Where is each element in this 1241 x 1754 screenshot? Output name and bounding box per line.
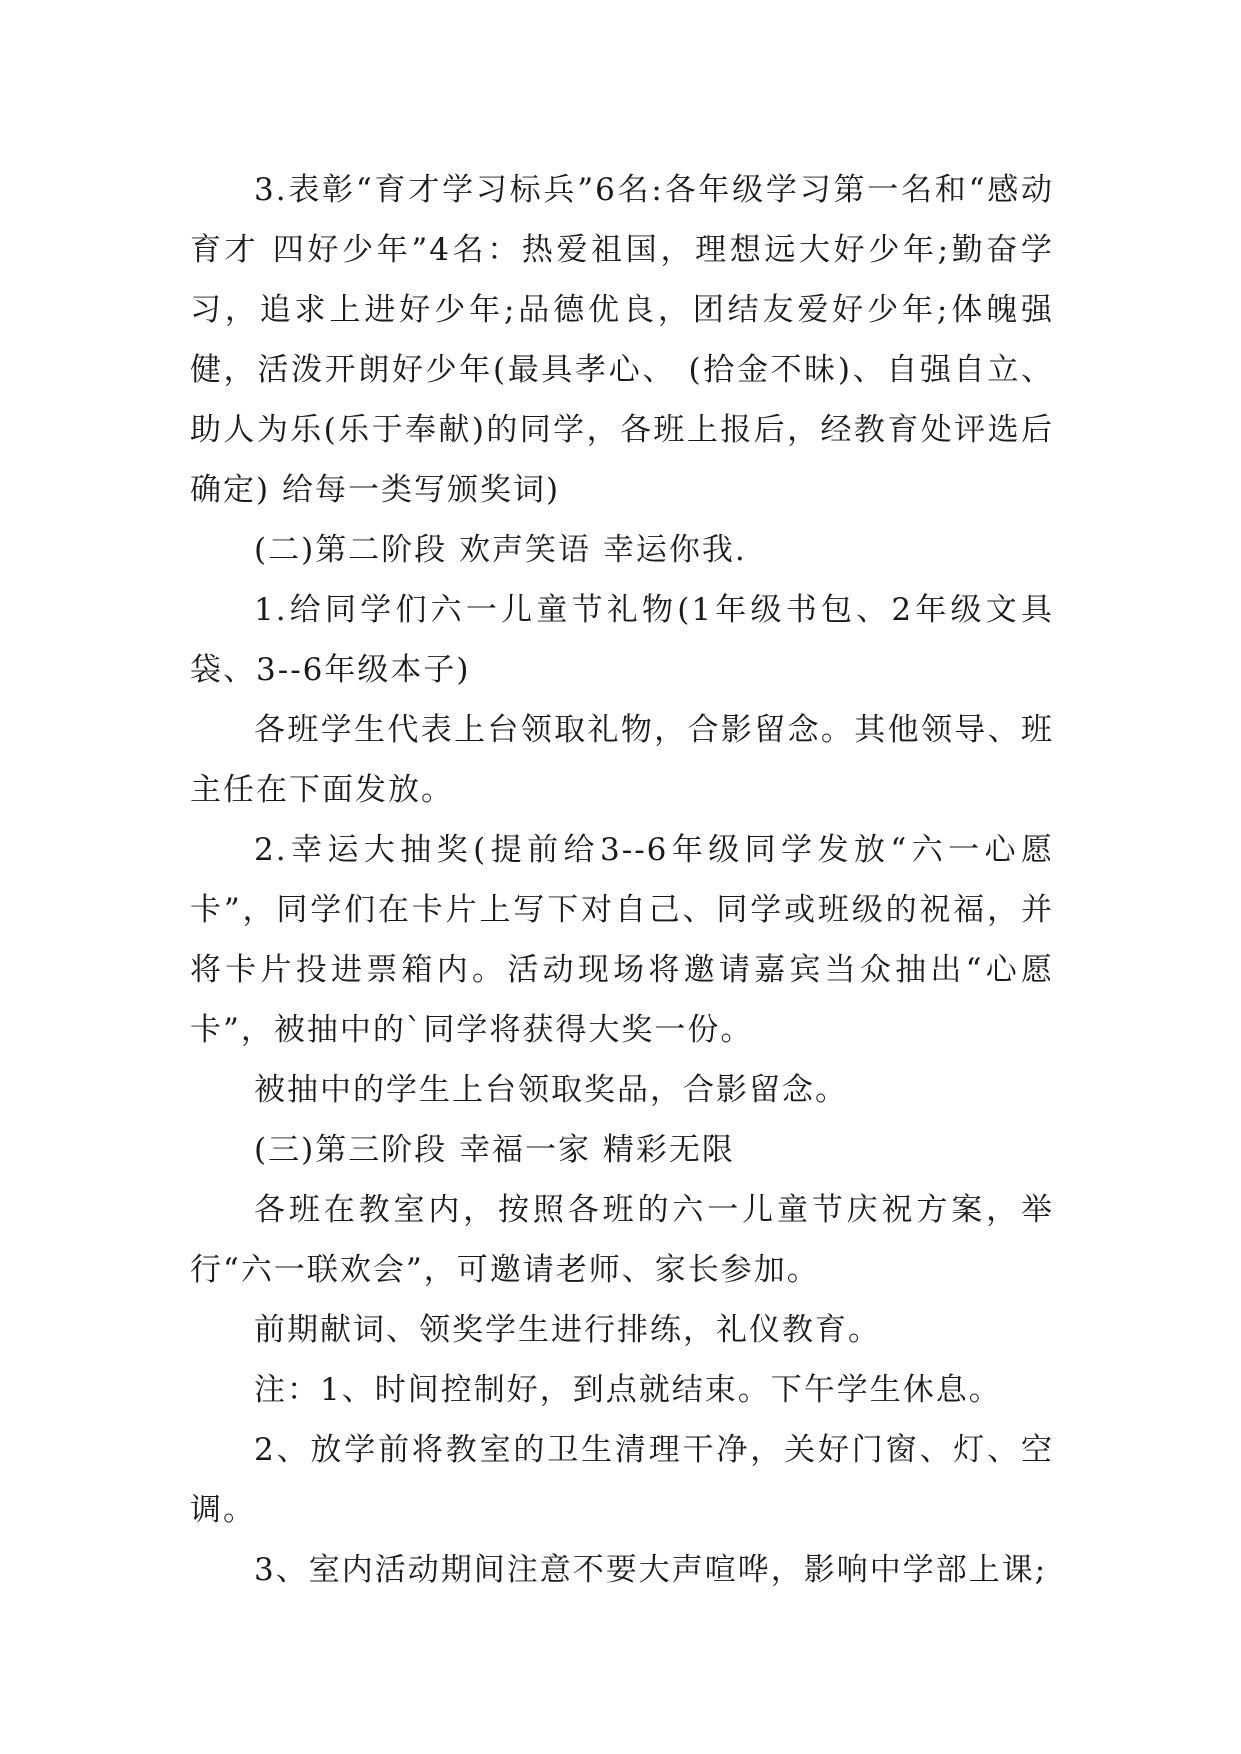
paragraph-award-commendation: 3.表彰“育才学习标兵”6名:各年级学习第一名和“感动育才 四好少年”4名：热爱祖国，理想远大好少年;勤奋学习，追求上进好少年;品德优良，团结友爱好少年;体魄强健，活泼开朗好少年(最具孝心、 (拾金不昧)、自强自立、助人为乐(乐于奉献)的同学，各班上报后，经教育处评选后确定) 给每一类写颁奖词) xyxy=(190,172,1054,508)
paragraph-note-two: 2、放学前将教室的卫生清理干净，关好门窗、灯、空调。 xyxy=(190,1432,1054,1528)
paragraph-stage-two-heading: (二)第二阶段 欢声笑语 幸运你我. xyxy=(254,532,747,568)
document-body xyxy=(190,160,1054,1600)
paragraph-lucky-draw: 2.幸运大抽奖(提前给3--6年级同学发放“六一心愿卡”，同学们在卡片上写下对自己、同学或班级的祝福，并将卡片投进票箱内。活动现场将邀请嘉宾当众抽出“心愿卡”，被抽中的`同学将获得大奖一份。 xyxy=(190,832,1054,1048)
paragraph-rehearsal: 前期献词、领奖学生进行排练，礼仪教育。 xyxy=(254,1312,881,1348)
paragraph-gifts: 1.给同学们六一儿童节礼物(1年级书包、2年级文具袋、3--6年级本子) xyxy=(190,592,1054,688)
paragraph-stage-three-heading: (三)第三阶段 幸福一家 精彩无限 xyxy=(254,1132,735,1168)
paragraph-class-party: 各班在教室内，按照各班的六一儿童节庆祝方案，举行“六一联欢会”，可邀请老师、家长参加。 xyxy=(190,1192,1054,1288)
paragraph-note-three: 3、室内活动期间注意不要大声喧哗，影响中学部上课; xyxy=(254,1552,1048,1588)
paragraph-note-one: 注：1、时间控制好，到点就结束。下午学生休息。 xyxy=(254,1372,1002,1408)
paragraph-gift-distribution: 各班学生代表上台领取礼物，合影留念。其他领导、班主任在下面发放。 xyxy=(190,712,1054,808)
paragraph-prize-collection: 被抽中的学生上台领取奖品，合影留念。 xyxy=(254,1072,848,1108)
